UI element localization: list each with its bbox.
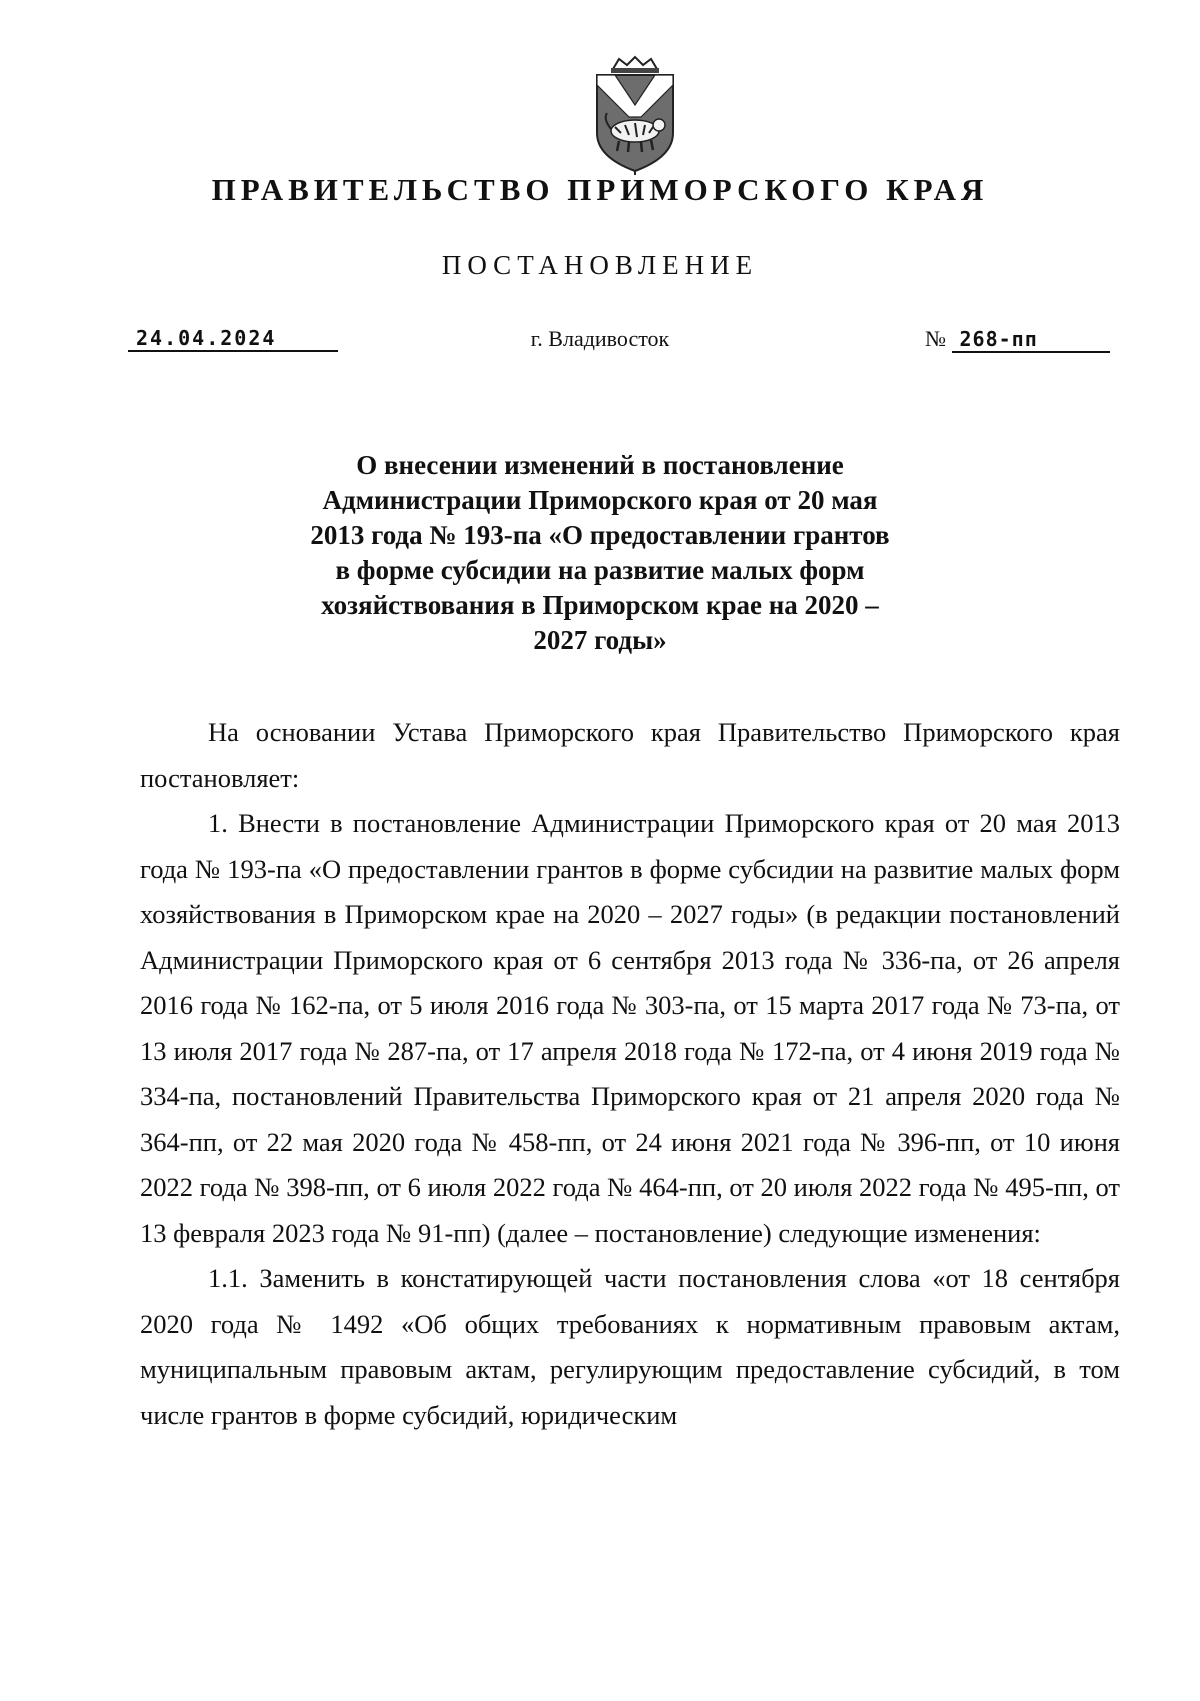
item-1-1-paragraph: 1.1. Заменить в констатирующей части постановления слова «от 18 сентября 2020 года № 1492 «Об общих требованиях к нормативным правовым актам, муниципальным правовым актам, регулирующим предоставление субсидий, в том числе грантов в форме субсидий, юридическим — [140, 1263, 1120, 1430]
document-date: 24.04.2024 — [128, 326, 338, 352]
number-prefix: № — [925, 326, 946, 351]
coat-of-arms-icon — [575, 55, 695, 175]
government-title: ПРАВИТЕЛЬСТВО ПРИМОРСКОГО КРАЯ — [211, 172, 989, 207]
document-number — [925, 326, 1110, 353]
document-subject: О внесении изменений в постановление Администрации Приморского края от 20 мая 2013 года № 193-па «О предоставлении грантов в форме субсидии на развитие малых форм хозяйствования в Приморском крае на 2020 – 2027 годы» — [310, 450, 890, 655]
document-type: ПОСТАНОВЛЕНИЕ — [441, 250, 759, 280]
document-city: г. Владивосток — [530, 326, 670, 351]
document-body — [140, 710, 1120, 1438]
number-value: 268-пп — [952, 327, 1110, 353]
item-1-paragraph: 1. Внести в постановление Администрации Приморского края от 20 мая 2013 года № 193-па «О предоставлении грантов в форме субсидии на развитие малых форм хозяйствования в Приморском крае на 2020 – 2027 годы» (в редакции постановлений Администрации Приморского края от 6 сентября 2013 года № 336-па, от 26 апреля 2016 года № 162-па, от 5 июля 2016 года № 303-па, от 15 марта 2017 года № 73-па, от 13 июля 2017 года № 287-па, от 17 апреля 2018 года № 172-па, от 4 июня 2019 года № 334-па, постановлений Правительства Приморского края от 21 апреля 2020 года № 364-пп, от 22 мая 2020 года № 458-пп, от 24 июня 2021 года № 396-пп, от 10 июня 2022 года № 398-пп, от 6 июля 2022 года № 464-пп, от 20 июля 2022 года № 495-пп, от 13 февраля 2023 года № 91-пп) (далее – постановление) следующие изменения: — [140, 808, 1120, 1248]
intro-paragraph: На основании Устава Приморского края Правительство Приморского края постановляет: — [140, 717, 1120, 793]
